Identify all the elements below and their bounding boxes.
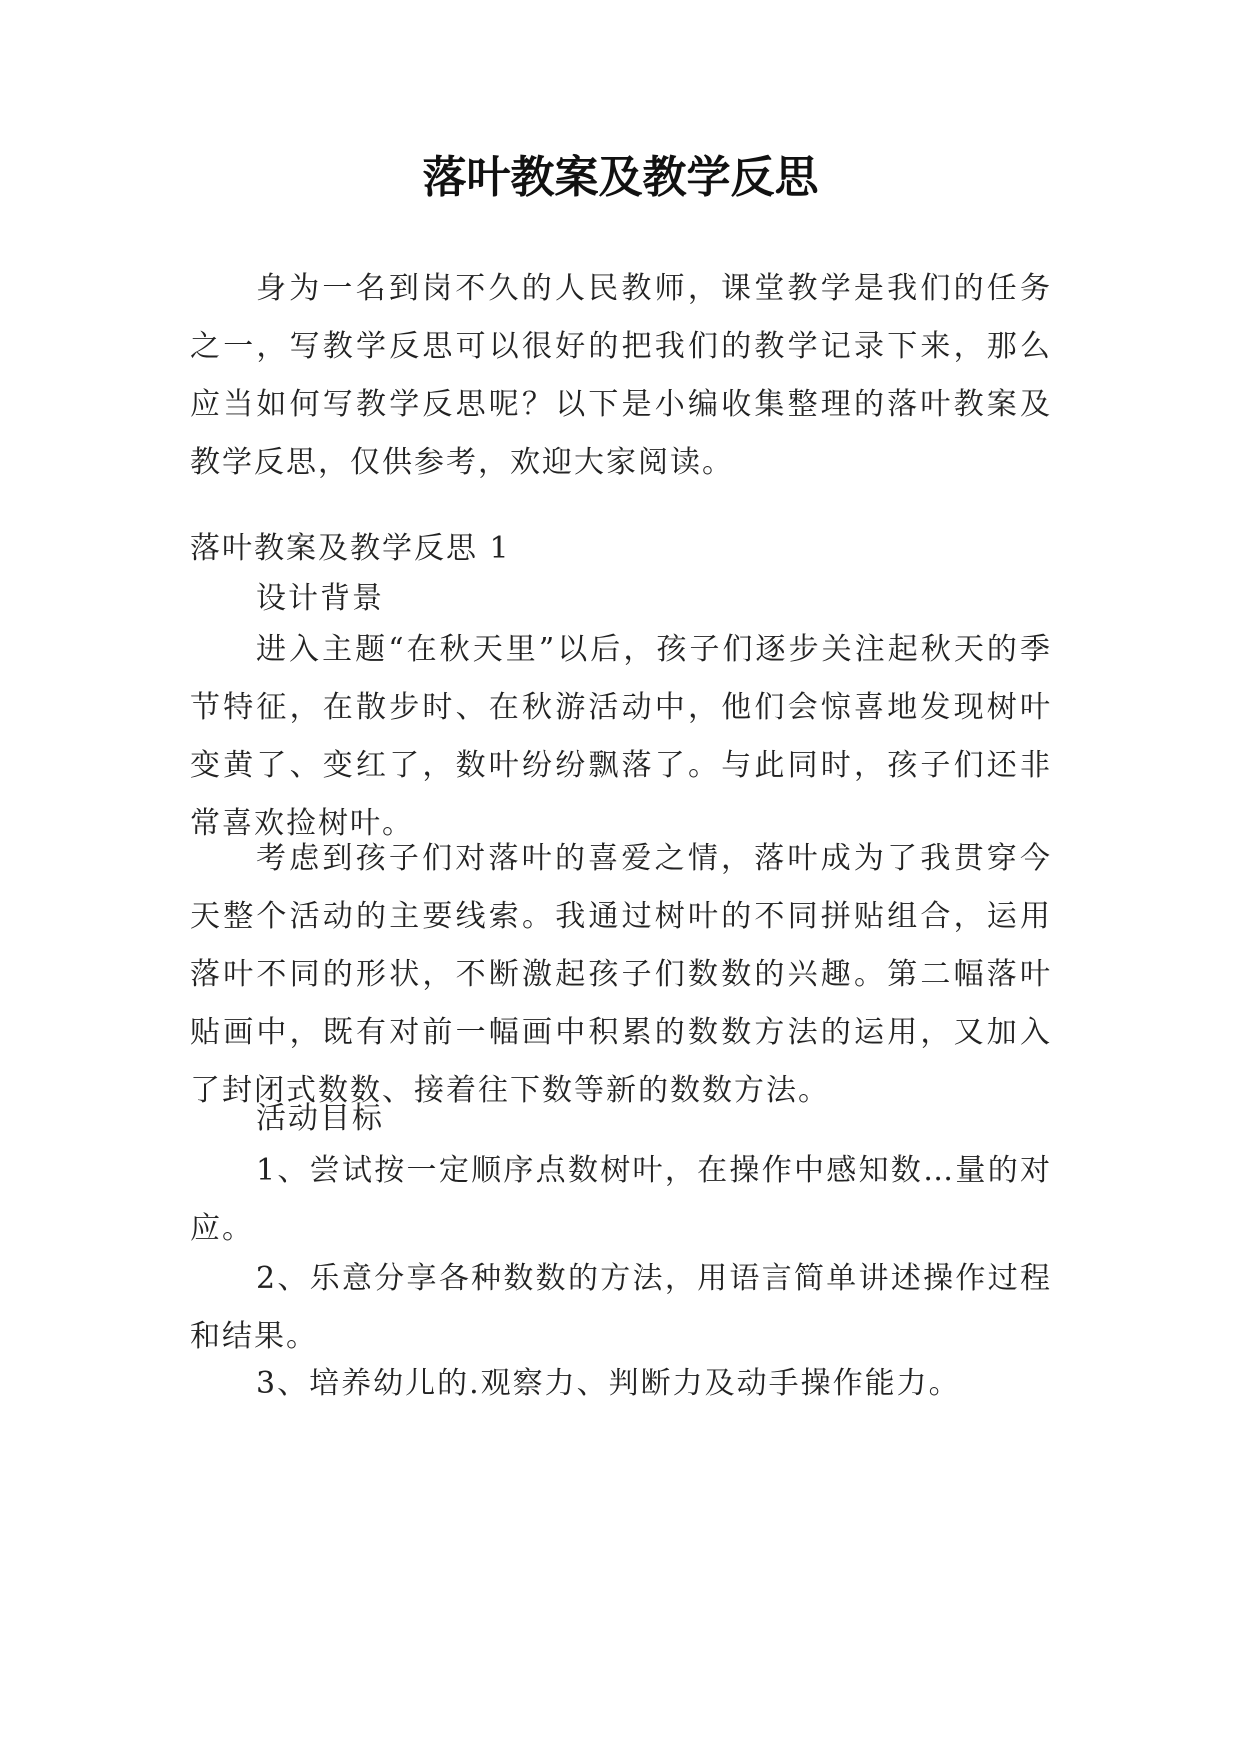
- document-title: 落叶教案及教学反思: [422, 152, 819, 203]
- goal-item-1: 1、尝试按一定顺序点数树叶，在操作中感知数…量的对应。: [190, 1153, 1052, 1246]
- background-paragraph-1: 进入主题“在秋天里”以后，孩子们逐步关注起秋天的季节特征，在散步时、在秋游活动中，他们会惊喜地发现树叶变黄了、变红了，数叶纷纷飘落了。与此同时，孩子们还非常喜欢捡树叶。: [190, 632, 1052, 841]
- subheading-background: 设计背景: [256, 581, 384, 616]
- intro-paragraph: 身为一名到岗不久的人民教师，课堂教学是我们的任务之一，写教学反思可以很好的把我们的教学记录下来，那么应当如何写教学反思呢？以下是小编收集整理的落叶教案及教学反思，仅供参考，欢迎大家阅读。: [190, 271, 1052, 480]
- goal-item-3: 3、培养幼儿的.观察力、判断力及动手操作能力。: [256, 1366, 961, 1401]
- subheading-goals: 活动目标: [256, 1101, 384, 1136]
- goal-item-2: 2、乐意分享各种数数的方法，用语言简单讲述操作过程和结果。: [190, 1261, 1052, 1354]
- section-heading: 落叶教案及教学反思 1: [190, 531, 511, 566]
- background-paragraph-2: 考虑到孩子们对落叶的喜爱之情，落叶成为了我贯穿今天整个活动的主要线索。我通过树叶的不同拼贴组合，运用落叶不同的形状，不断激起孩子们数数的兴趣。第二幅落叶贴画中，既有对前一幅画中积累的数数方法的运用，又加入了封闭式数数、接着往下数等新的数数方法。: [190, 841, 1052, 1108]
